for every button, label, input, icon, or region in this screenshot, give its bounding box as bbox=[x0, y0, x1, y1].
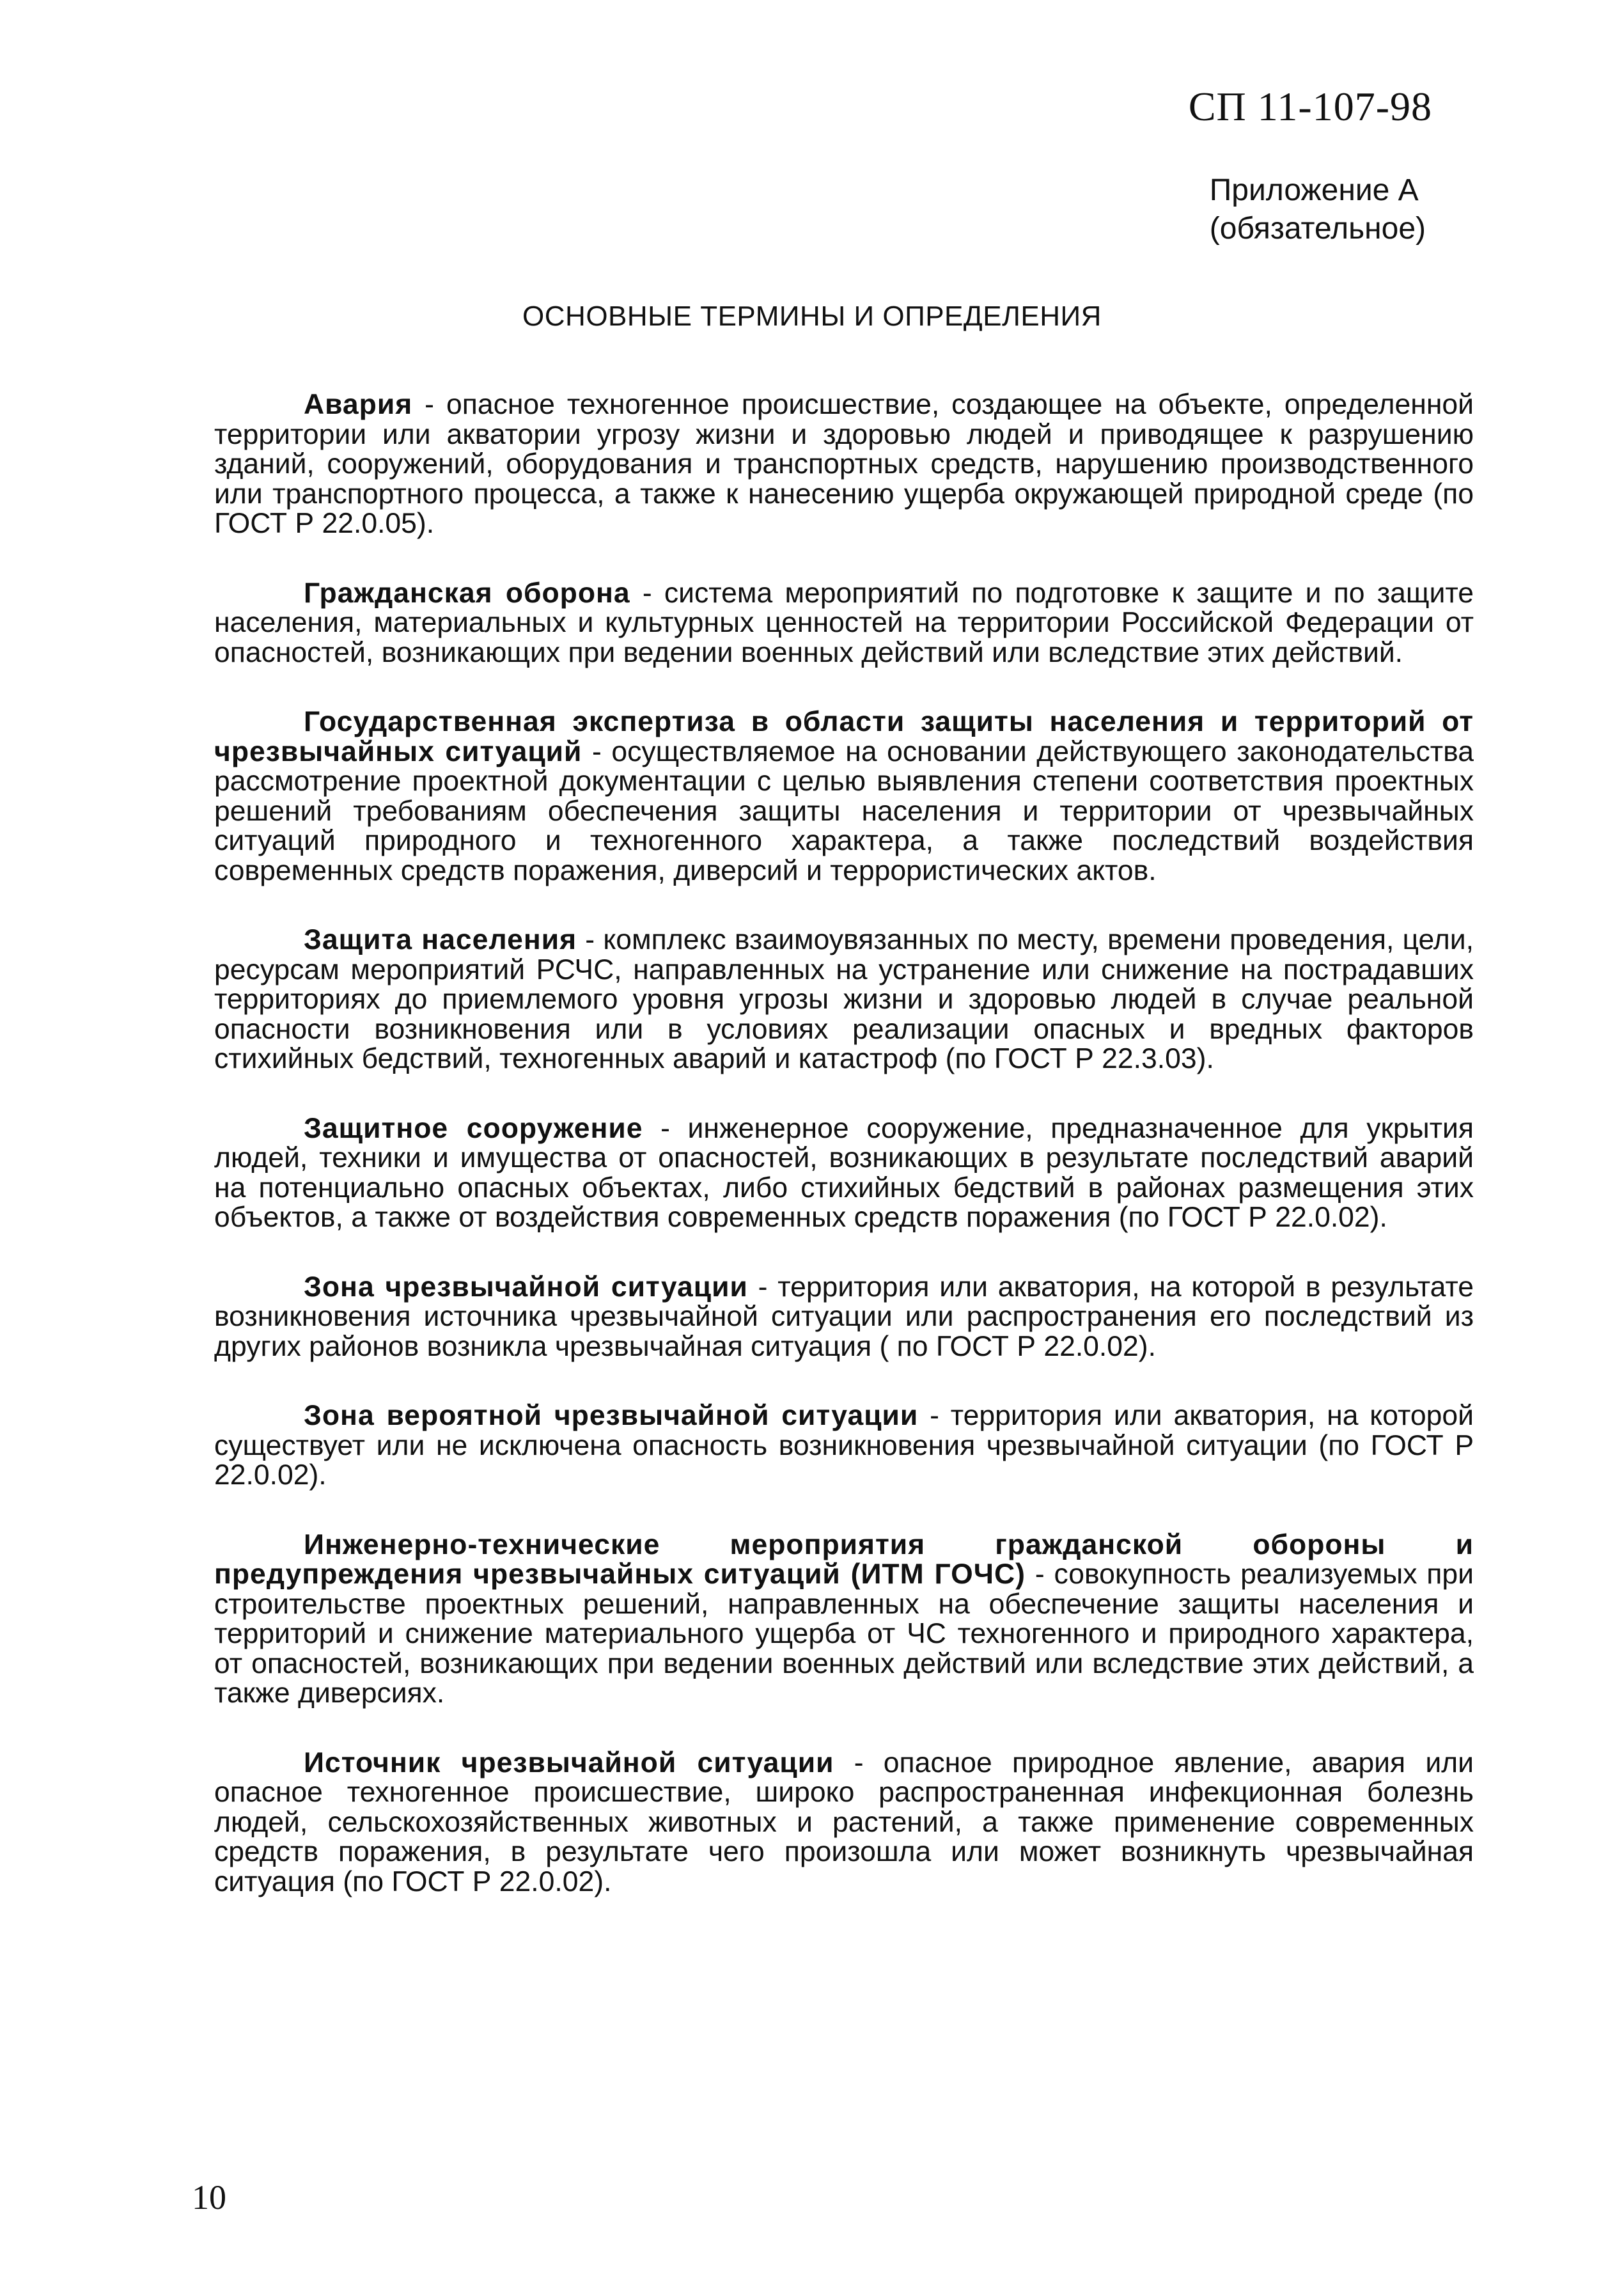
term-definition: - система мероприятий по подготовке к защите и по защите населения, материальных и культурных ценностей на территории Российской Федерации от опасностей, возникающих при ведении военных действий или вследствие этих действий. bbox=[214, 577, 1474, 668]
term-definition: - территория или акватория, на которой в результате возникновения источника чрезвычайной ситуации или распространения его последствий из других районов возникла чрезвычайная ситуация ( по ГОСТ Р 22.0.02). bbox=[214, 1271, 1474, 1362]
term-name: Защитное сооружение bbox=[304, 1112, 643, 1144]
section-title: ОСНОВНЫЕ ТЕРМИНЫ И ОПРЕДЕЛЕНИЯ bbox=[522, 301, 1102, 332]
appendix-type: (обязательное) bbox=[1209, 212, 1426, 246]
term-name: Источник чрезвычайной ситуации bbox=[304, 1747, 834, 1778]
term-entry bbox=[214, 1114, 1474, 1233]
term-name: Инженерно-технические мероприятия гражданской обороны и предупреждения чрезвычайных ситуаций (ИТМ ГОЧС) bbox=[214, 1528, 1474, 1590]
term-definition: - опасное техногенное происшествие, создающее на объекте, определенной территории или акватории угрозу жизни и здоровью людей и приводящее к разрушению зданий, сооружений, оборудования и транспортных средств, нарушению производственного или транспортного процесса, а также к нанесению ущерба окружающей природной среде (по ГОСТ Р 22.0.05). bbox=[214, 389, 1474, 539]
term-name: Государственная экспертиза в области защиты населения и территорий от чрезвычайных ситуаций bbox=[214, 706, 1474, 767]
term-name: Гражданская оборона bbox=[304, 577, 630, 609]
term-entry bbox=[214, 579, 1474, 668]
term-entry bbox=[214, 1273, 1474, 1362]
term-definition: - опасное природное явление, авария или опасное техногенное происшествие, широко распространенная инфекционная болезнь людей, сельскохозяйственных животных и растений, а также применение современных средств поражения, в результате чего произошла или может возникнуть чрезвычайная ситуация (по ГОСТ Р 22.0.02). bbox=[214, 1747, 1474, 1897]
term-definition: - комплекс взаимоувязанных по месту, времени проведения, цели, ресурсам мероприятий РСЧС, направленных на устранение или снижение на пострадавших территориях до приемлемого уровня угрозы жизни и здоровью людей в случае реальной опасности возникновения или в условиях реализации опасных и вредных факторов стихийных бедствий, техногенных аварий и катастроф (по ГОСТ Р 22.3.03). bbox=[214, 924, 1474, 1074]
term-definition: - совокупность реализуемых при строительстве проектных решений, направленных на обеспечение защиты населения и территорий и снижение материального ущерба от ЧС техногенного и природного характера, от опасностей, возникающих при ведении военных действий или вследствие этих действий, а также диверсиях. bbox=[214, 1558, 1474, 1709]
term-entry bbox=[214, 1401, 1474, 1491]
term-name: Зона чрезвычайной ситуации bbox=[304, 1271, 748, 1303]
term-entry bbox=[214, 925, 1474, 1074]
term-definition: - инженерное сооружение, предназначенное для укрытия людей, техники и имущества от опасностей, возникающих в результате последствий аварий на потенциально опасных объектах, либо стихийных бедствий в районах размещения этих объектов, а также от воздействия современных средств поражения (по ГОСТ Р 22.0.02). bbox=[214, 1112, 1474, 1233]
term-name: Авария bbox=[304, 389, 413, 420]
term-definition: - осуществляемое на основании действующего законодательства рассмотрение проектной документации с целью выявления степени соответствия проектных решений требованиям обеспечения защиты населения и территории от чрезвычайных ситуаций природного и техногенного характера, а также последствий воздействия современных средств поражения, диверсий и террористических актов. bbox=[214, 735, 1474, 886]
document-code: СП 11-107-98 bbox=[1188, 84, 1432, 129]
term-name: Зона вероятной чрезвычайной ситуации bbox=[304, 1400, 919, 1431]
page-number: 10 bbox=[192, 2178, 226, 2217]
appendix-title: Приложение А bbox=[1209, 173, 1419, 207]
term-name: Защита населения bbox=[304, 924, 577, 955]
terms-list bbox=[214, 390, 1474, 1936]
term-entry bbox=[214, 390, 1474, 539]
appendix-label bbox=[1210, 171, 1426, 248]
term-entry bbox=[214, 707, 1474, 886]
term-entry bbox=[214, 1748, 1474, 1897]
term-entry bbox=[214, 1530, 1474, 1709]
term-definition: - территория или акватория, на которой существует или не исключена опасность возникновения чрезвычайной ситуации (по ГОСТ Р 22.0.02). bbox=[214, 1400, 1474, 1491]
